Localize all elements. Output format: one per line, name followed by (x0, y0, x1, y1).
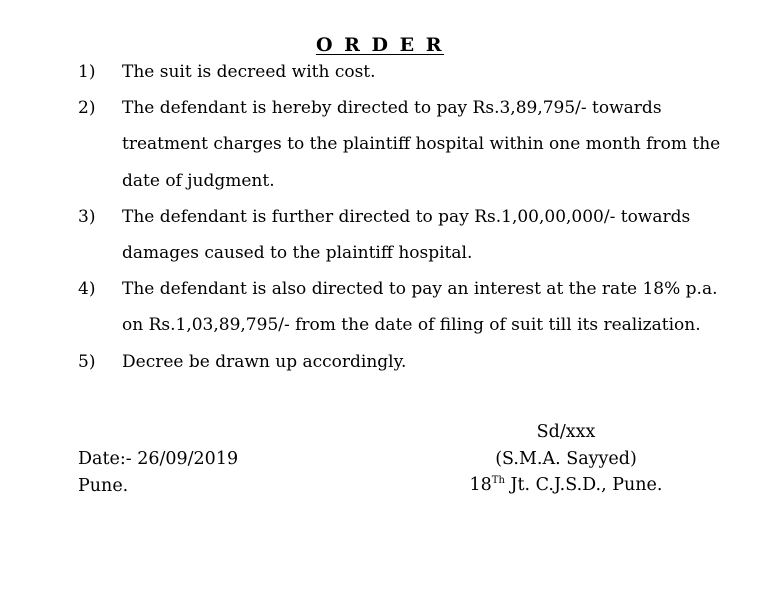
item-text (122, 344, 738, 380)
item-line: date of judgment. (122, 170, 275, 191)
designation-prefix: 18 (469, 475, 492, 495)
item-number: 1) (78, 62, 96, 82)
item-number: 2) (78, 98, 96, 119)
order-item-4 (78, 271, 738, 343)
item-text (122, 271, 738, 343)
item-line: treatment charges to the plaintiff hospital within one month from the (122, 134, 721, 155)
place-line: Pune. (78, 475, 129, 496)
designation-superscript: Th (491, 475, 505, 487)
item-line: The suit is decreed with cost. (122, 62, 376, 82)
signatory-name: (S.M.A. Sayyed) (495, 448, 637, 469)
item-line: The defendant is also directed to pay an interest at the rate 18% p.a. (122, 279, 718, 300)
footer-date-block (78, 446, 238, 499)
order-item-5 (78, 344, 738, 380)
item-number: 5) (78, 351, 96, 372)
order-item-1 (78, 54, 738, 90)
order-item-3 (78, 199, 738, 271)
order-list (78, 54, 738, 380)
signature-block (446, 419, 686, 499)
item-line: on Rs.1,03,89,795/- from the date of filing of suit till its realization. (122, 315, 701, 336)
item-text (122, 90, 738, 199)
item-line: The defendant is hereby directed to pay Rs.3,89,795/- towards (122, 98, 662, 119)
item-number: 4) (78, 279, 96, 300)
item-line: The defendant is further directed to pay Rs.1,00,00,000/- towards (122, 206, 691, 227)
item-text (122, 54, 738, 90)
order-item-2 (78, 90, 738, 199)
item-text (122, 199, 738, 271)
item-line: damages caused to the plaintiff hospital. (122, 243, 473, 264)
date-line: Date:- 26/09/2019 (78, 449, 239, 469)
designation-line (446, 472, 686, 499)
item-line: Decree be drawn up accordingly. (122, 351, 407, 372)
designation-suffix: Jt. C.J.S.D., Pune. (504, 475, 663, 495)
item-number: 3) (78, 206, 96, 227)
order-title: O R D E R (315, 34, 445, 56)
signature-line: Sd/xxx (536, 422, 596, 442)
